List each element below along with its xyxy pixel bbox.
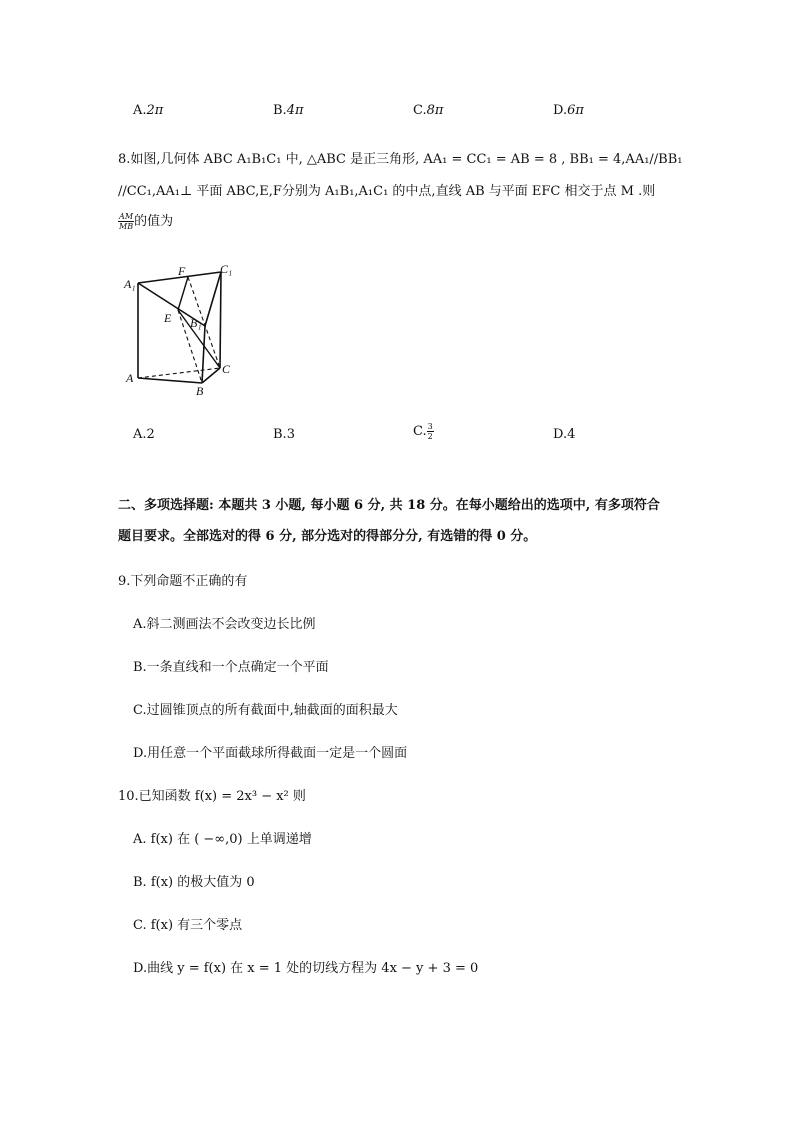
edge-c1-c [220,272,221,368]
q8-option-a [133,427,155,442]
edge-c1-b1 [205,272,221,326]
section2-heading-line2: 题目要求。全部选对的得 6 分, 部分选对的得部分分, 有选错的得 0 分。 [118,529,537,544]
q8-stem-line3 [118,210,173,231]
label-f: F [178,264,186,278]
label-b: B [196,384,204,398]
option-label: D. [553,103,568,118]
section2-heading-line1: 二、多项选择题: 本题共 3 小题, 每小题 6 分, 共 18 分。在每小题给出的选项中, 有多项符合 [118,498,660,513]
q9-stem: 9.下列命题不正确的有 [118,574,248,589]
label-a1: A₁ [124,277,136,291]
fraction-numerator: 3 [427,422,433,431]
stem-suffix: 的值为 [134,214,174,229]
edge-f-e [178,277,188,310]
option-label: C. [413,103,427,118]
option-label: D. [553,427,568,442]
option-label: B. [273,427,287,442]
edge-b1-b [202,326,205,383]
q8-option-c [413,422,434,441]
option-value: 2π [146,103,164,118]
option-label: A. [133,103,147,118]
ratio-fraction [118,212,134,231]
label-c1: C₁ [220,262,233,276]
option-fraction [427,422,434,441]
option-value: 3 [286,427,295,442]
label-a: A [126,371,134,385]
edge-b-c [202,368,220,383]
q9-option-c: C.过圆锥顶点的所有截面中,轴截面的面积最大 [133,703,398,718]
fraction-denominator: MB [119,222,134,231]
q8-option-b [273,427,295,442]
q7-option-d [553,103,584,118]
edge-a-b [138,378,202,383]
label-b1: B₁ [190,316,202,330]
q10-stem: 10.已知函数 f(x) = 2x³ − x² 则 [118,789,306,804]
option-label: B. [273,103,287,118]
q7-option-c [413,103,443,118]
q10-option-c: C. f(x) 有三个零点 [133,918,243,933]
option-label: A. [133,427,147,442]
q9-option-a: A.斜二测画法不会改变边长比例 [133,617,316,632]
geometry-figure [120,258,240,398]
q10-option-b: B. f(x) 的极大值为 0 [133,875,255,890]
q8-stem-line2: //CC₁,AA₁⊥ 平面 ABC,E,F分别为 A₁B₁,A₁C₁ 的中点,直线 AB 与平面 EFC 相交于点 M .则 [118,184,656,199]
fraction-numerator: AM [119,212,134,221]
edge-a-c-hidden [138,368,220,378]
q7-option-b [273,103,304,118]
label-c: C [222,362,231,376]
q9-option-b: B.一条直线和一个点确定一个平面 [133,660,329,675]
option-value: 4π [286,103,304,118]
option-value: 2 [146,427,155,442]
q10-option-a: A. f(x) 在 ( −∞,0) 上单调递增 [133,832,312,847]
option-label: C. [413,424,427,439]
q10-option-d: D.曲线 y = f(x) 在 x = 1 处的切线方程为 4x − y + 3 = 0 [133,961,479,976]
option-value: 8π [426,103,444,118]
option-value: 4 [567,427,576,442]
q9-option-d: D.用任意一个平面截球所得截面一定是一个圆面 [133,746,408,761]
fraction-denominator: 2 [427,432,433,441]
q8-stem-line1: 8.如图,几何体 ABC A₁B₁C₁ 中, △ABC 是正三角形, AA₁ = CC₁ = AB = 8 , BB₁ = 4,AA₁//BB₁ [118,152,683,167]
q7-option-a [133,103,163,118]
q8-option-d [553,427,575,442]
option-value: 6π [567,103,584,118]
label-e: E [164,311,172,325]
